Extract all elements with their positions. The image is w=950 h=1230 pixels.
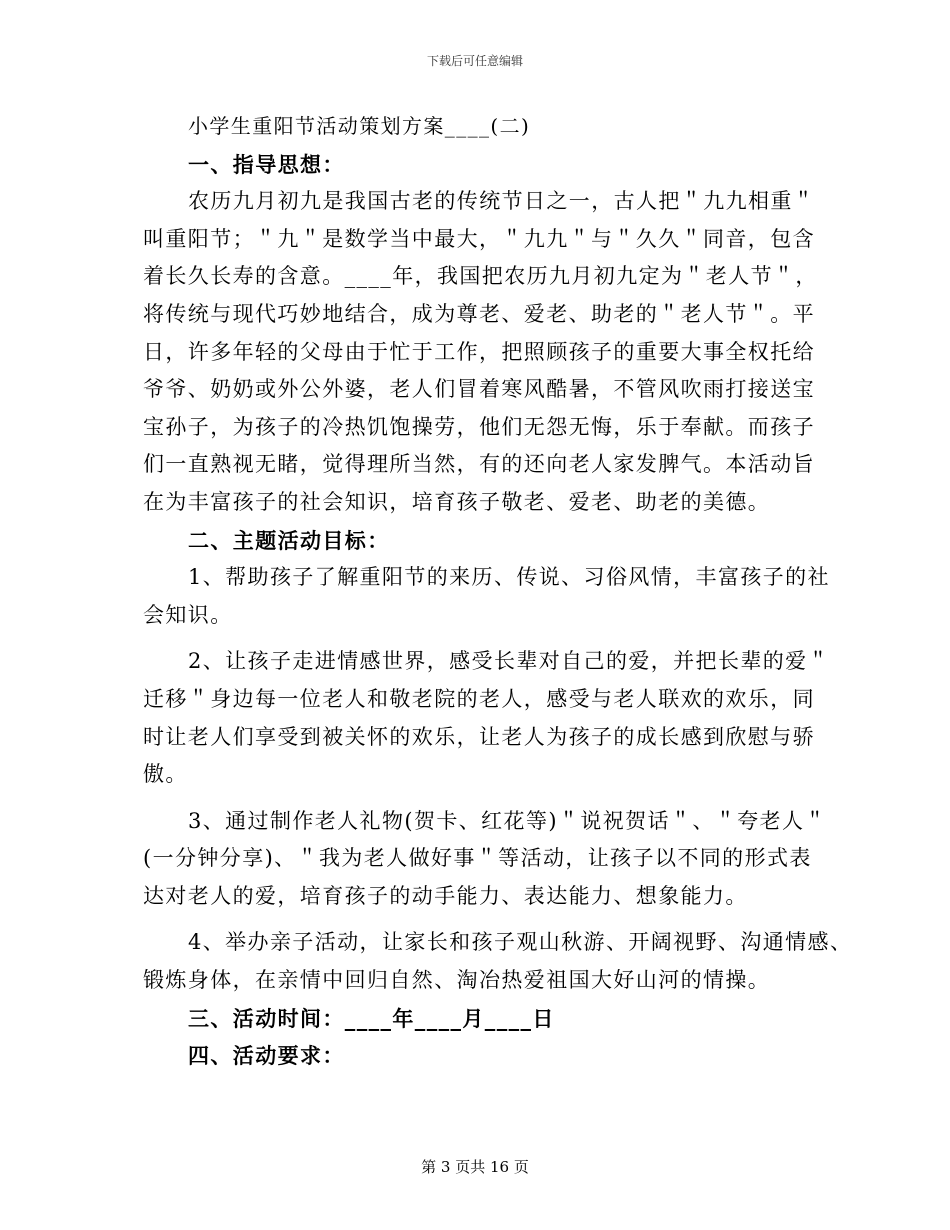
goal-1-line: 会知识。	[143, 602, 233, 627]
goal-2-line: 2、让孩子走进情感世界，感受长辈对自己的爱，并把长辈的爱＂	[188, 649, 830, 674]
section4-heading: 四、活动要求：	[188, 1043, 345, 1069]
section1-heading: 一、指导思想：	[188, 151, 345, 177]
paragraph-line: 着长久长寿的含意。____年，我国把农历九月初九定为＂老人节＂，	[143, 264, 818, 289]
paragraph-line: 日，许多年轻的父母由于忙于工作，把照顾孩子的重要大事全权托给	[143, 339, 815, 364]
goal-3-line: 3、通过制作老人礼物(贺卡、红花等)＂说祝贺话＂、＂夸老人＂	[188, 808, 827, 833]
goal-2-line: 迁移＂身边每一位老人和敬老院的老人，感受与老人联欢的欢乐，同	[143, 686, 815, 711]
paragraph-line: 将传统与现代巧妙地结合，成为尊老、爱老、助老的＂老人节＂。平	[143, 301, 815, 326]
page-footer: 第 3 页共 16 页	[421, 1158, 529, 1176]
goal-3-line: (一分钟分享)、＂我为老人做好事＂等活动，让孩子以不同的形式表	[143, 846, 812, 871]
paragraph-line: 在为丰富孩子的社会知识，培育孩子敬老、爱老、助老的美德。	[143, 489, 771, 514]
goal-2-line: 傲。	[143, 762, 188, 787]
document-body	[143, 108, 853, 1075]
goal-1-line: 1、帮助孩子了解重阳节的来历、传说、习俗风情，丰富孩子的社	[188, 565, 830, 590]
goal-4-line: 锻炼身体，在亲情中回归自然、淘冶热爱祖国大好山河的情操。	[143, 968, 771, 993]
paragraph-line: 宝孙子，为孩子的冷热饥饱操劳，他们无怨无悔，乐于奉献。而孩子	[143, 414, 815, 439]
goal-3-line: 达对老人的爱，培育孩子的动手能力、表达能力、想象能力。	[143, 883, 748, 908]
section2-heading: 二、主题活动目标：	[188, 527, 390, 553]
paragraph-line: 农历九月初九是我国古老的传统节日之一，古人把＂九九相重＂	[188, 189, 816, 214]
document-title: 小学生重阳节活动策划方案____(二)	[188, 114, 531, 138]
paragraph-line: 们一直熟视无睹，觉得理所当然，有的还向老人家发脾气。本活动旨	[143, 452, 815, 477]
goal-2-line: 时让老人们享受到被关怀的欢乐，让老人为孩子的成长感到欣慰与骄	[143, 724, 815, 749]
paragraph-line: 爷爷、奶奶或外公外婆，老人们冒着寒风酷暑，不管风吹雨打接送宝	[143, 377, 815, 402]
section3-heading: 三、活动时间：____年____月____日	[188, 1005, 555, 1031]
goal-4-line: 4、举办亲子活动，让家长和孩子观山秋游、开阔视野、沟通情感、	[188, 930, 853, 955]
paragraph-line: 叫重阳节；＂九＂是数学当中最大，＂九九＂与＂久久＂同音，包含	[143, 226, 815, 251]
page-header: 下载后可任意编辑	[426, 54, 523, 68]
